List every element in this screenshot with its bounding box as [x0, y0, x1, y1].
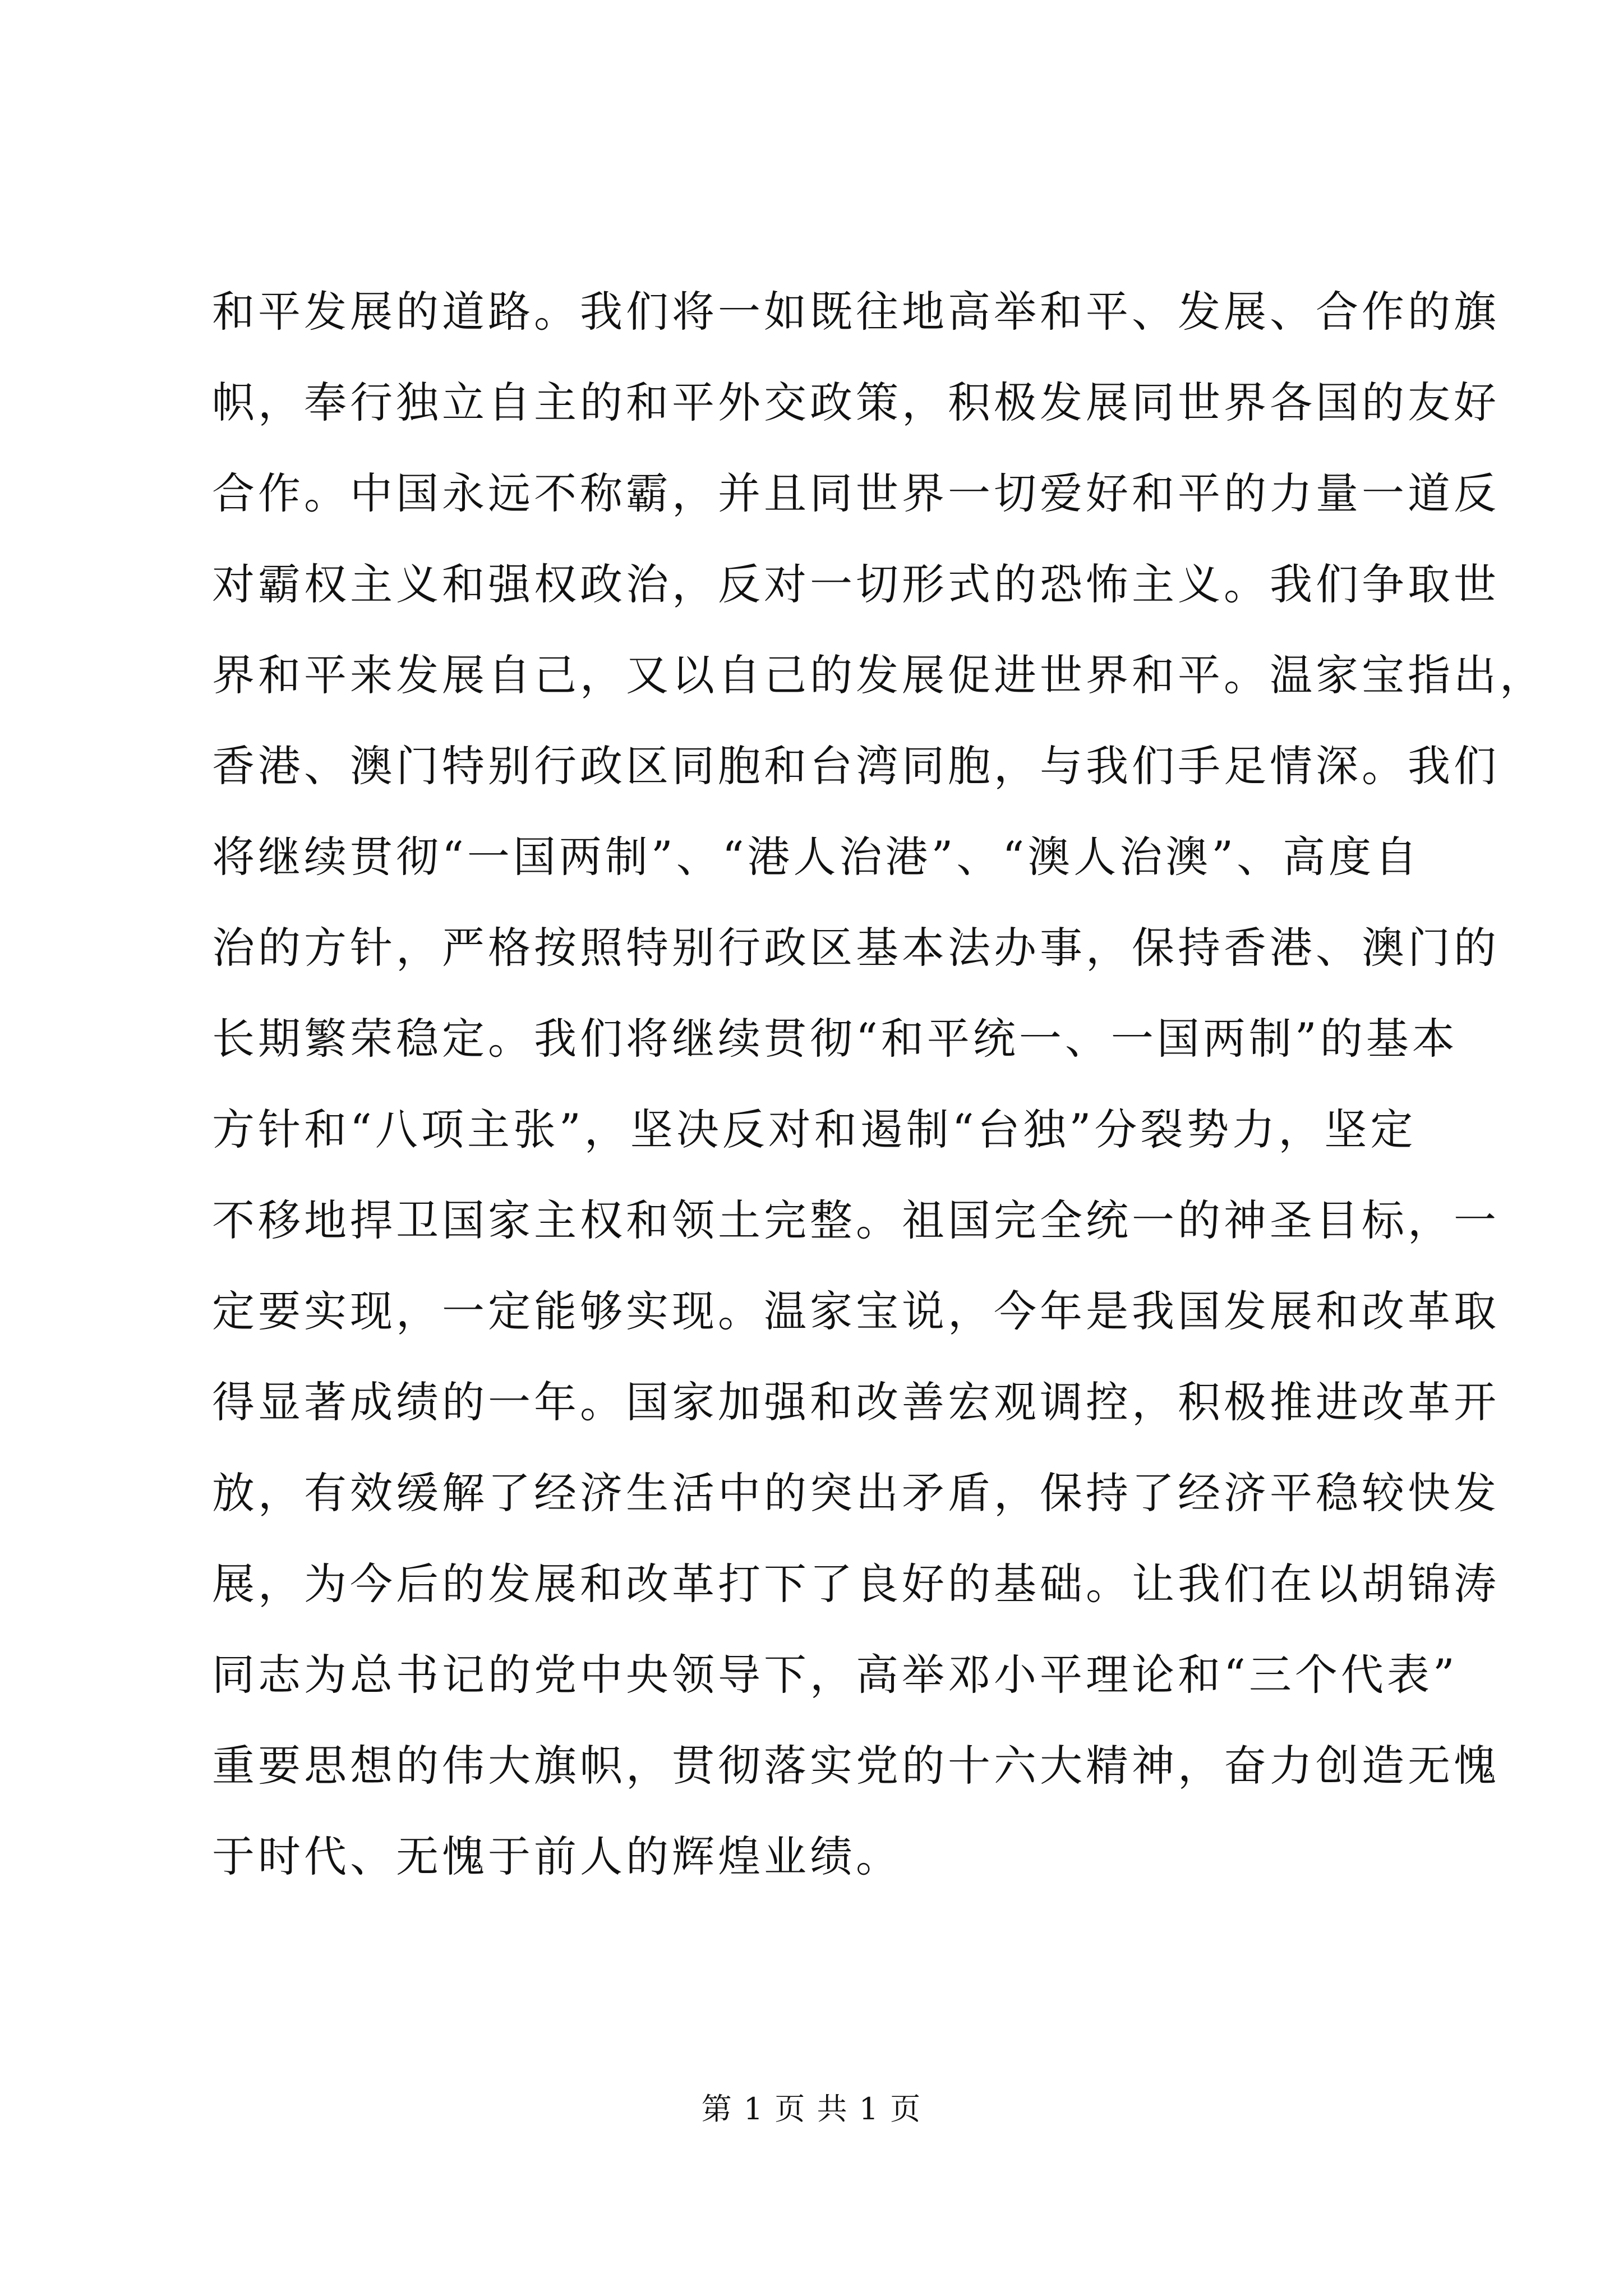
text-line: 对霸权主义和强权政治，反对一切形式的恐怖主义。我们争取世	[212, 559, 1500, 609]
text-line: 重要思想的伟大旗帜，贯彻落实党的十六大精神，奋力创造无愧	[212, 1741, 1500, 1791]
text-line: 方针和“八项主张”，坚决反对和遏制“台独”分裂势力，坚定	[212, 1105, 1417, 1154]
text-line: 不移地捍卫国家主权和领土完整。祖国完全统一的神圣目标，一	[212, 1195, 1500, 1245]
text-line: 将继续贯彻“一国两制”、“港人治港”、“澳人治澳”、高度自	[212, 832, 1421, 882]
text-line: 界和平来发展自己，又以自己的发展促进世界和平。温家宝指出，	[212, 650, 1546, 700]
text-line: 同志为总书记的党中央领导下，高举邓小平理论和“三个代表”	[212, 1650, 1458, 1700]
page-number-label: 第 1 页 共 1 页	[701, 2091, 922, 2127]
text-line: 和平发展的道路。我们将一如既往地高举和平、发展、合作的旗	[212, 287, 1500, 337]
text-line: 于时代、无愧于前人的辉煌业绩。	[212, 1832, 902, 1881]
text-line: 展，为今后的发展和改革打下了良好的基础。让我们在以胡锦涛	[212, 1559, 1500, 1609]
text-line: 放，有效缓解了经济生活中的突出矛盾，保持了经济平稳较快发	[212, 1468, 1500, 1518]
text-line: 长期繁荣稳定。我们将继续贯彻“和平统一、一国两制”的基本	[212, 1014, 1458, 1064]
text-line: 帜，奉行独立自主的和平外交政策，积极发展同世界各国的友好	[212, 378, 1500, 427]
body-paragraph	[212, 266, 1546, 1902]
text-line: 定要实现，一定能够实现。温家宝说，今年是我国发展和改革取	[212, 1286, 1500, 1336]
text-line: 治的方针，严格按照特别行政区基本法办事，保持香港、澳门的	[212, 923, 1500, 973]
page-footer	[0, 2087, 1623, 2132]
text-line: 得显著成绩的一年。国家加强和改善宏观调控，积极推进改革开	[212, 1377, 1500, 1427]
text-line: 合作。中国永远不称霸，并且同世界一切爱好和平的力量一道反	[212, 468, 1500, 518]
text-line: 香港、澳门特别行政区同胞和台湾同胞，与我们手足情深。我们	[212, 741, 1500, 791]
